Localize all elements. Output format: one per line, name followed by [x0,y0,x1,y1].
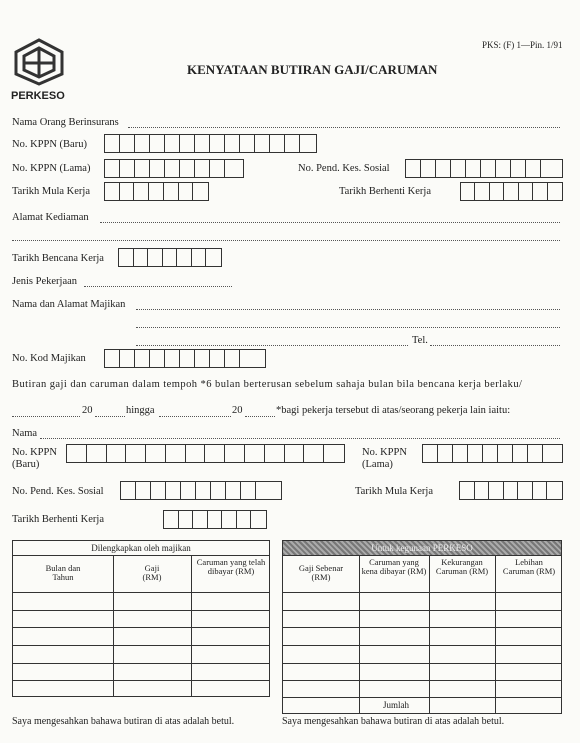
nama-orang-label: Nama Orang Berinsurans [12,117,119,128]
tarikh-mula-label: Tarikh Mula Kerja [12,186,90,197]
perkeso-col-lebihan: Lebihan Caruman (RM) [502,557,556,576]
tel-field[interactable] [430,345,560,346]
jumlah-label: Jumlah [383,700,409,710]
perkeso-table-header: Untuk kegunaan PERKESO [283,541,561,556]
butiran-20-b: 20 [232,405,243,416]
nama-majikan-field-2[interactable] [136,327,560,328]
perkeso-logo-icon [10,38,68,90]
pend-kes-2-label: No. Pend. Kes. Sosial [12,486,104,497]
butiran-20-a: 20 [82,405,93,416]
nama-orang-field[interactable] [128,127,560,128]
tarikh-berhenti-2-boxes[interactable] [163,510,267,529]
jenis-pekerjaan-field[interactable] [84,286,232,287]
butiran-date-to-1[interactable] [159,416,231,417]
employer-table-header: Dilengkapkan oleh majikan [13,541,269,556]
pend-kes-label: No. Pend. Kes. Sosial [298,163,390,174]
nama-2-label: Nama [12,428,38,439]
page-title: KENYATAAN BUTIRAN GAJI/CARUMAN [187,62,438,77]
nama-majikan-field-1[interactable] [136,309,560,310]
kppn-baru-label: No. KPPN (Baru) [12,139,87,150]
alamat-field-2[interactable] [12,240,560,241]
perkeso-col-caruman-kena: Caruman yang kena dibayar (RM) [361,557,427,576]
nama-2-field[interactable] [40,438,560,439]
kppn-lama-2-label-1: No. KPPN [362,447,407,458]
tarikh-bencana-boxes[interactable] [118,248,222,267]
kod-majikan-label: No. Kod Majikan [12,353,86,364]
butiran-line-2: *bagi pekerja tersebut di atas/seorang pekerja lain iaitu: [276,405,511,416]
nama-majikan-label: Nama dan Alamat Majikan [12,299,126,310]
form-code: PKS: (F) 1—Pin. 1/91 [482,40,563,50]
tarikh-berhenti-boxes[interactable] [460,182,563,201]
employer-col-bulan: Bulan dan Tahun [45,563,81,582]
alamat-label: Alamat Kediaman [12,212,89,223]
nama-majikan-field-3[interactable] [136,345,408,346]
employer-table [12,540,270,697]
butiran-date-to-2[interactable] [245,416,275,417]
alamat-field-1[interactable] [100,222,560,223]
kppn-baru-2-label-2: (Baru) [12,459,40,470]
kppn-baru-2-boxes[interactable] [66,444,345,463]
butiran-date-from-1[interactable] [12,416,80,417]
perkeso-col-kekurangan: Kekurangan Caruman (RM) [435,557,489,576]
perkeso-col-gaji-sebenar: Gaji Sebenar (RM) [298,563,344,582]
pend-kes-boxes[interactable] [405,159,563,178]
tarikh-mula-boxes[interactable] [104,182,209,201]
kppn-lama-boxes[interactable] [104,159,244,178]
kppn-lama-2-label-2: (Lama) [362,459,393,470]
butiran-line-1: Butiran gaji dan caruman dalam tempoh *6 bulan berterusan sebelum sahaja bulan bila bencana kerja berlaku/ [12,379,523,390]
tarikh-berhenti-2-label: Tarikh Berhenti Kerja [12,514,104,525]
employer-col-caruman: Caruman yang telah dibayar (RM) [196,557,266,576]
butiran-date-from-2[interactable] [95,416,125,417]
tarikh-mula-2-label: Tarikh Mula Kerja [355,486,433,497]
pend-kes-2-boxes[interactable] [120,481,282,500]
kppn-lama-label: No. KPPN (Lama) [12,163,91,174]
jenis-pekerjaan-label: Jenis Pekerjaan [12,276,78,287]
perkeso-logo [10,38,68,90]
footer-perkeso-declaration: Saya mengesahkan bahawa butiran di atas adalah betul. [282,716,505,727]
logo-text: PERKESO [11,90,65,102]
perkeso-table [282,540,562,714]
kppn-baru-boxes[interactable] [104,134,317,153]
kod-majikan-boxes[interactable] [104,349,266,368]
tarikh-mula-2-boxes[interactable] [459,481,563,500]
butiran-hingga: hingga [126,405,155,416]
kppn-baru-2-label-1: No. KPPN [12,447,57,458]
kppn-lama-2-boxes[interactable] [422,444,563,463]
footer-employer-declaration: Saya mengesahkan bahawa butiran di atas adalah betul. [12,716,235,727]
tel-label: Tel. [412,335,428,346]
tarikh-bencana-label: Tarikh Bencana Kerja [12,253,104,264]
employer-col-gaji: Gaji (RM) [142,563,162,582]
tarikh-berhenti-label: Tarikh Berhenti Kerja [339,186,431,197]
